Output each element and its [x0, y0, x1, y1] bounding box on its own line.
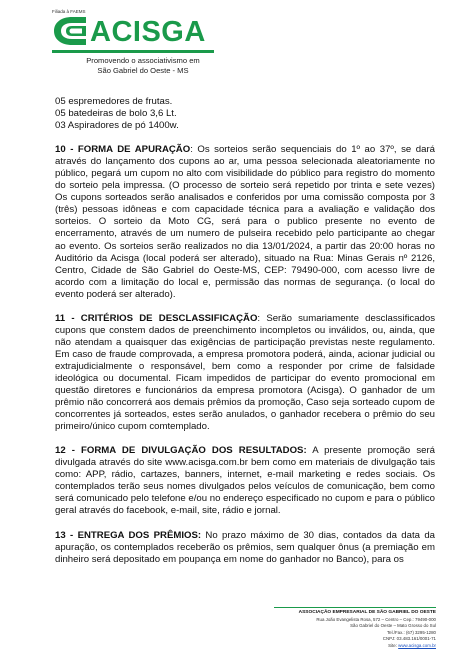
section-heading: 13 - ENTREGA DOS PRÊMIOS: — [55, 529, 202, 541]
document-body — [55, 96, 435, 566]
prize-list — [55, 96, 435, 132]
footer-site-label: Site: — [388, 642, 397, 648]
tagline-line-2: São Gabriel do Oeste - MS — [97, 66, 189, 75]
letterhead — [0, 0, 474, 86]
footer-site-line — [299, 643, 436, 650]
footer-phone: Tel./Fax.: (67) 3295-1280 — [386, 629, 436, 635]
section-heading: 11 - CRITÉRIOS DE DESCLASSIFICAÇÃO — [55, 312, 258, 324]
logo-divider — [52, 50, 214, 53]
section-text: : Os sorteios serão sequenciais do 1º ao 37º, se dará através do lançamento dos cupons ao ar, uma pessoa selecionada aleatoriamente no público, pegará um cupom no alto com visibilidade do público para registro do momento do sorteio pela impressa. (O processo de sorteio será repetido por trinta e sete vezes) Os cupons sorteados serão analisados e conferidos por uma comissão composta por 3 (três) pessoas idôneas e com capacidade técnica para a avaliação e validação dos sorteios. O sorteio da Moto CG, será para o publico presente no evento de encerramento, através de um numero de pulseira recebido pelo participante ao chegar ao evento. Os sorteios serão realizados no dia 13/01/2024, a partir das 20:00 horas no Auditório da Acisga (local poderá ser alterado), situado na Rua: Minas Gerais nº 2126, Centro, Cidade de São Gabriel do Oeste-MS, CEP: 79490-000, com acesso livre de acordo com a limitação do local e, permissão das normas de segurança. (o local do evento poderá ser alterado). — [55, 144, 435, 300]
section-text: : Serão sumariamente desclassificados cupons que constem dados de preenchimento incompletos ou inválidos, ou, ainda, que não atendam a quaisquer das exigências de participação previstas neste regulamento. Em caso de fraude comprovada, a empresa promotora poderá, ainda, acionar judicial ou extrajudicialmente o responsável, bem como a responder por crime de falsidade ideológica ou documental. Ficam impedidos de participar do evento promocional em questão diretores e funcionários da empresa promotora (Acisga). O ganhador de um prêmio não concorrerá aos demais prêmios da promoção, Caso seja sorteado cupom de concorrentes já sorteados, estes serão anulados, o ganhador recebera o prêmio do seu primeiro/único cupom comtemplado. — [55, 312, 436, 433]
list-item: 03 Aspiradores de pó 1400w. — [55, 120, 179, 132]
list-item: 05 batedeiras de bolo 3,6 Lt. — [55, 108, 177, 120]
section-entrega — [55, 530, 435, 566]
section-desclassificacao — [55, 313, 435, 433]
section-apuracao — [55, 144, 435, 301]
tagline-line-1: Promovendo o associativismo em — [86, 56, 200, 65]
logo-wordmark: ACISGA — [90, 16, 206, 48]
section-divulgacao — [55, 445, 435, 517]
footer-contact — [299, 610, 436, 650]
footer-site-link[interactable]: www.acisga.com.br — [398, 642, 436, 648]
footer-cnpj: CNPJ: 03.483.161/0001-71 — [382, 636, 436, 642]
footer-divider — [274, 607, 436, 608]
section-text: No prazo máximo de 30 dias, contados da data da apuração, os contemplados receberão os prêmios, sem qualquer ônus (a premiação em dinheiro será depositado em poupança em nome do ganhador no Banco), para os — [55, 529, 435, 565]
section-text: A presente promoção será divulgada através do site www.acisga.com.br bem como em materiais de divulgação tais como: APP, rádio, cartazes, banners, internet, e-mail marketing e redes sociais. Os contemplados terão seus nomes divulgados pelos veículos de comunicação, bem como será comunicado pelo telefone e/ou no endereço especificado no cupom e para o público geral através do facebook, e-mail, site, rádio e jornal. — [55, 445, 435, 517]
footer-org-name: ASSOCIAÇÃO EMPRESARIAL DE SÃO GABRIEL DO OESTE — [298, 610, 436, 615]
tagline — [78, 56, 208, 76]
section-heading: 12 - FORMA DE DIVULGAÇÃO DOS RESULTADOS: — [55, 445, 307, 457]
footer-address: Rua João Evangelista Rosa, 572 – Centro – Cep.: 79490-000 — [316, 616, 436, 622]
list-item: 05 espremedores de frutas. — [55, 96, 173, 107]
acisga-logo-icon — [52, 16, 88, 46]
section-heading: 10 - FORMA DE APURAÇÃO — [55, 144, 191, 156]
footer-city: São Gabriel do Oeste – Mato Grosso do Sul — [350, 623, 436, 629]
affiliation-note: Filiada à FAEMS — [52, 9, 86, 14]
footer — [0, 600, 474, 670]
